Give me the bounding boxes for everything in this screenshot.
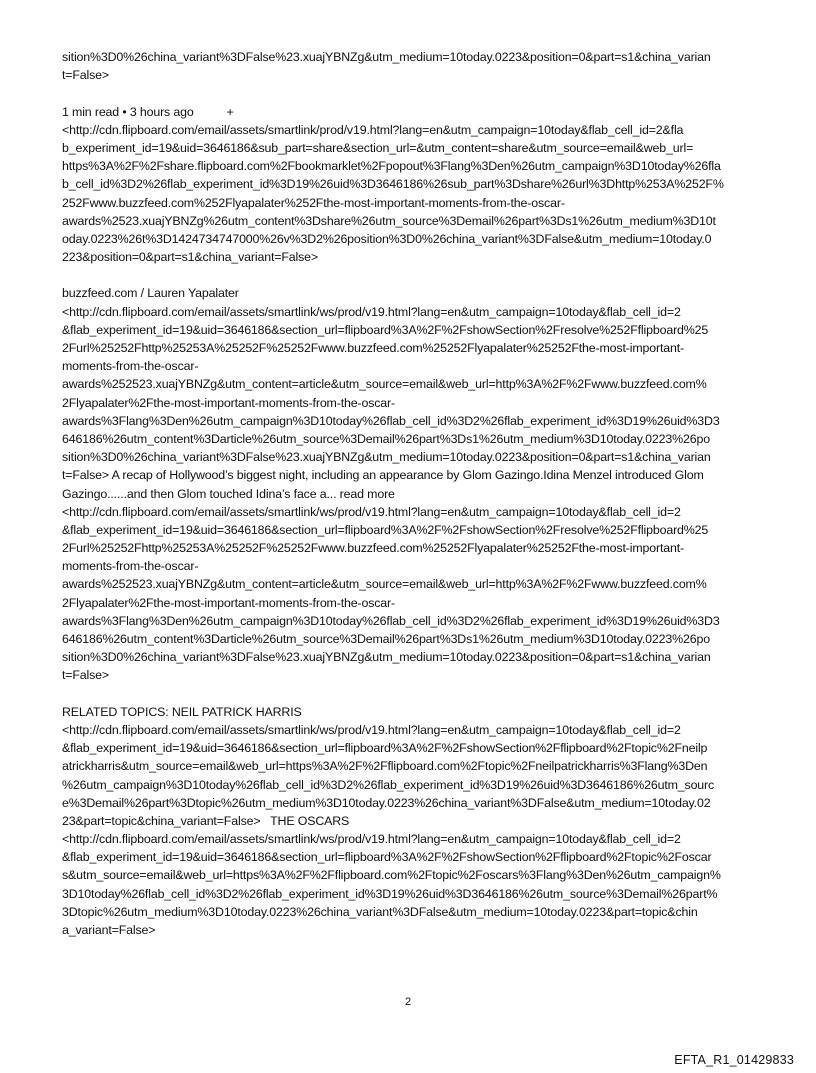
text-line: b_experiment_id=19&uid=3646186&sub_part=share&section_url=&utm_content=share&utm_source=email&web_url= (62, 140, 694, 155)
text-line: moments-from-the-oscar- (62, 359, 199, 374)
text-line: t=False> (62, 668, 110, 683)
text-line: 3Dtopic%26utm_medium%3D10today.0223%26china_variant%3DFalse&utm_medium=10today.0223&part=topic&chin (62, 904, 698, 919)
text-line: %26utm_campaign%3D10today%26flab_cell_id%3D2%26flab_experiment_id%3D19%26uid%3D3646186%26utm_sourc (62, 777, 715, 792)
text-line: &flab_experiment_id=19&uid=3646186&section_url=flipboard%3A%2F%2FshowSection%2Fresolve%252Fflipboard%25 (62, 322, 709, 337)
text-line: &flab_experiment_id=19&uid=3646186&section_url=flipboard%3A%2F%2FshowSection%2Fflipboard%2Ftopic%2Fneilp (62, 741, 708, 756)
document-id: EFTA_R1_01429833 (674, 1053, 794, 1067)
text-line: awards%252523.xuajYBNZg&utm_content=article&utm_source=email&web_url=http%3A%2F%2Fwww.buzzfeed.com% (62, 377, 707, 392)
text-line: awards%3Flang%3Den%26utm_campaign%3D10today%26flab_cell_id%3D2%26flab_experiment_id%3D19%26uid%3D3 (62, 613, 720, 628)
text-line: awards%252523.xuajYBNZg&utm_content=article&utm_source=email&web_url=http%3A%2F%2Fwww.buzzfeed.com% (62, 577, 707, 592)
text-line: &flab_experiment_id=19&uid=3646186&section_url=flipboard%3A%2F%2FshowSection%2Fresolve%252Fflipboard%25 (62, 522, 709, 537)
text-line: sition%3D0%26china_variant%3DFalse%23.xuajYBNZg&utm_medium=10today.0223&position=0&part=s1&china_varian (62, 50, 711, 64)
text-line: Gazingo......and then Glom touched Idina’s face a... read more (62, 486, 395, 501)
text-line: t=False> A recap of Hollywood’s biggest night, including an appearance by Glom Gazingo.Idina Menzel introduced Glom (62, 468, 704, 483)
text-line: a_variant=False> (62, 923, 156, 937)
text-line: buzzfeed.com / Lauren Yapalater (62, 286, 239, 301)
page-number: 2 (404, 996, 412, 1008)
text-line: b_cell_id%3D2%26flab_experiment_id%3D19%26uid%3D3646186%26sub_part%3Dshare%26url%3Dhttp%253A%252F% (62, 177, 724, 192)
text-line: t=False> (62, 68, 110, 83)
text-line: <http://cdn.flipboard.com/email/assets/smartlink/ws/prod/v19.html?lang=en&utm_campaign=10today&flab_cell_id=2 (62, 722, 681, 737)
text-line: sition%3D0%26china_variant%3DFalse%23.xuajYBNZg&utm_medium=10today.0223&position=0&part=s1&china_varian (62, 650, 711, 665)
text-line: 2Flyapalater%2Fthe-most-important-moments-from-the-oscar- (62, 395, 395, 410)
text-line: 646186%26utm_content%3Darticle%26utm_source%3Demail%26part%3Ds1%26utm_medium%3D10today.0223%26po (62, 632, 710, 646)
text-line: awards%2523.xuajYBNZg%26utm_content%3Dshare%26utm_source%3Demail%26part%3Ds1%26utm_medium%3D10t (62, 213, 716, 228)
text-line: s&utm_source=email&web_url=https%3A%2F%2Fflipboard.com%2Ftopic%2Foscars%3Flang%3Den%26utm_campaign% (62, 868, 721, 883)
text-line: &flab_experiment_id=19&uid=3646186&section_url=flipboard%3A%2F%2FshowSection%2Fflipboard%2Ftopic%2Foscar (62, 850, 712, 865)
text-line: e%3Demail%26part%3Dtopic%26utm_medium%3D10today.0223%26china_variant%3DFalse&utm_medium=10today.02 (62, 795, 711, 810)
text-line: RELATED TOPICS: NEIL PATRICK HARRIS (62, 704, 302, 719)
text-block (62, 703, 770, 939)
text-line: <http://cdn.flipboard.com/email/assets/smartlink/ws/prod/v19.html?lang=en&utm_campaign=10today&flab_cell_id=2 (62, 504, 681, 519)
text-block (62, 103, 770, 267)
text-line: 3D10today%26flab_cell_id%3D2%26flab_experiment_id%3D19%26uid%3D3646186%26utm_source%3Demail%26part% (62, 886, 718, 901)
text-line: moments-from-the-oscar- (62, 559, 199, 574)
text-line: awards%3Flang%3Den%26utm_campaign%3D10today%26flab_cell_id%3D2%26flab_experiment_id%3D19%26uid%3D3 (62, 413, 720, 428)
text-line: <http://cdn.flipboard.com/email/assets/smartlink/ws/prod/v19.html?lang=en&utm_campaign=10today&flab_cell_id=2 (62, 304, 681, 319)
text-line: <http://cdn.flipboard.com/email/assets/smartlink/ws/prod/v19.html?lang=en&utm_campaign=10today&flab_cell_id=2 (62, 832, 681, 847)
text-line: 23&part=topic&china_variant=False> THE OSCARS (62, 813, 350, 828)
text-line: sition%3D0%26china_variant%3DFalse%23.xuajYBNZg&utm_medium=10today.0223&position=0&part=s1&china_varian (62, 450, 711, 465)
text-line: 2Furl%25252Fhttp%25253A%25252F%25252Fwww.buzzfeed.com%25252Flyapalater%25252Fthe-most-important- (62, 341, 685, 355)
text-line: 646186%26utm_content%3Darticle%26utm_source%3Demail%26part%3Ds1%26utm_medium%3D10today.0223%26po (62, 431, 710, 446)
text-block (62, 48, 770, 84)
text-line: <http://cdn.flipboard.com/email/assets/smartlink/prod/v19.html?lang=en&utm_campaign=10today&flab_cell_id=2&fla (62, 122, 684, 137)
text-line: 1 min read • 3 hours ago + (62, 104, 234, 119)
text-line: atrickharris&utm_source=email&web_url=https%3A%2F%2Fflipboard.com%2Ftopic%2Fneilpatrickharris%3Flang%3Den (62, 759, 708, 774)
text-block (62, 284, 770, 684)
text-line: https%3A%2F%2Fshare.flipboard.com%2Fbookmarklet%2Fpopout%3Flang%3Den%26utm_campaign%3D10today%26fla (62, 159, 721, 174)
text-line: 2Flyapalater%2Fthe-most-important-moments-from-the-oscar- (62, 595, 395, 610)
text-line: 2Furl%25252Fhttp%25253A%25252F%25252Fwww.buzzfeed.com%25252Flyapalater%25252Fthe-most-important- (62, 541, 685, 556)
document-body (62, 48, 770, 957)
text-line: 252Fwww.buzzfeed.com%252Flyapalater%252Fthe-most-important-moments-from-the-oscar- (62, 195, 565, 210)
text-line: oday.0223%26t%3D1424734747000%26v%3D2%26position%3D0%26china_variant%3DFalse&utm_medium=10today.0 (62, 231, 712, 246)
text-line: 223&position=0&part=s1&china_variant=False> (62, 250, 318, 265)
